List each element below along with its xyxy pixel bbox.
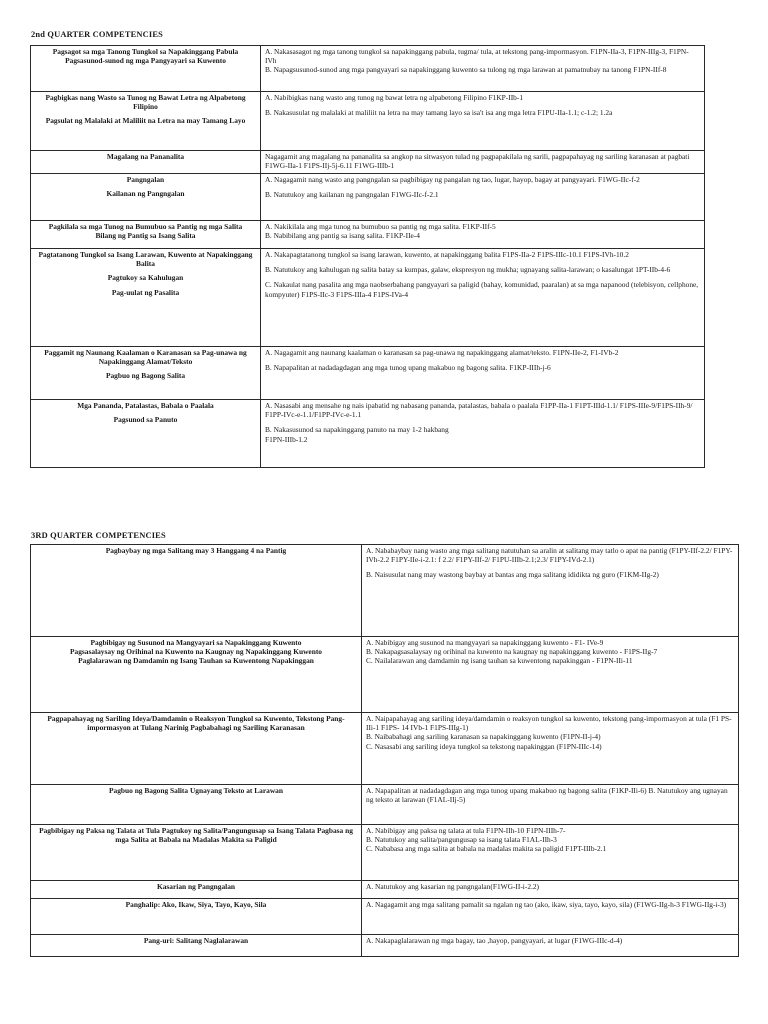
table-row [31, 174, 705, 221]
competency-text: Pagsasalaysay ng Orihinal na Kuwento na Kaugnay ng Napakinggang Kuwento [70, 647, 322, 657]
competency-text: Pagbuo ng Bagong Salita [105, 371, 186, 381]
competency-text: Pag-uulat ng Pasalita [111, 287, 180, 297]
competency-text: Kailanan ng Pangngalan [106, 189, 185, 199]
competency-cell [31, 174, 261, 221]
competency-cell [31, 46, 261, 92]
q2-section-title: 2nd QUARTER COMPETENCIES [31, 30, 164, 39]
table-row [31, 400, 705, 468]
description-cell [362, 881, 739, 899]
description-text: B. Natutukoy ang salita/pangungusap sa isang talata F1AL-IIh-3 [366, 835, 557, 845]
description-cell [362, 545, 739, 637]
description-text: A. Nababaybay nang wasto ang mga salitang natutuhan sa aralin at salitang may tatlo o apat na pantig (F1PY-IIf-2.2/ F1PY-IVh-2.2 F1PY-IIe-i-2.1: f 2.2/ F1PY-IIf-2/ F1PU-IIIb-2.1;2.3/ F1PY-IVd-2.1) [366, 546, 733, 565]
description-cell [362, 785, 739, 825]
competency-cell [31, 881, 362, 899]
competency-text: Panghalip: Ako, Ikaw, Siya, Tayo, Kayo, Sila [125, 900, 267, 909]
competency-text: Pagbuo ng Bagong Salita Ugnayang Teksto at Larawan [109, 786, 283, 795]
description-text: A. Naipapahayag ang sariling ideya/damdamin o reaksyon tungkol sa kuwento, tekstong pang-impormasyon at tula (F1 PS-IIi-1 F1PS- 14 IVb-1 F1PS-IIIg-1) [366, 714, 732, 733]
description-text: A. Nabibigkas nang wasto ang tunog ng bawat letra ng alpabetong Filipino F1KP-IIb-1 [265, 93, 524, 102]
description-text: C. Nababasa ang mga salita at babala na madalas makita sa paligid F1PT-IIIb-2.1 [366, 844, 607, 854]
competency-text: Pagbigkas nang Wasto sa Tunog ng Bawat Letra ng Alpabetong Filipino [45, 93, 246, 112]
table-row [31, 637, 739, 713]
description-text: A. Nakikilala ang mga tunog na bumubuo sa pantig ng mga salita. F1KP-IIf-5 [265, 222, 496, 231]
competency-text: Pagbibigay ng Paksa ng Talata at Tula Pagtukoy ng Salita/Pangungusap sa Isang Talata Pagbasa ng mga Salita at Babala na Madalas Makita sa Paligid [39, 826, 353, 845]
description-text: B. Nakasusunod sa napakinggang panuto na may 1-2 hakbang [265, 425, 449, 435]
description-text: A. Nagagamit nang wasto ang pangngalan sa pagbibigay ng pangalan ng tao, lugar, hayop, bagay at pangyayari. F1WG-IIc-f-2 [265, 175, 640, 184]
description-text: A. Nakapagtatanong tungkol sa isang larawan, kuwento, at napakinggang balita F1PS-IIa-2 F1PS-IIIc-10.1 F1PS-IVh-10.2 [265, 250, 629, 259]
competency-cell [31, 785, 362, 825]
description-text: F1PP-IVc-e-1.1/F1PP-IVc-e-1.1 [265, 410, 362, 420]
competency-text: Pagsasunod-sunod ng mga Pangyayari sa Kuwento [65, 56, 226, 66]
description-text: B. Napagsusunod-sunod ang mga pangyayari sa napakinggang kuwento sa tulong ng mga larawan at pamatnubay na tanong F1PN-IIf-8 [265, 65, 667, 75]
competency-cell [31, 935, 362, 957]
competency-text: Pagbibigay ng Susunod na Mangyayari sa Napakinggang Kuwento [90, 638, 302, 647]
competency-cell [31, 249, 261, 347]
description-text: B. Napapalitan at nadadagdagan ang mga tunog upang makabuo ng bagong salita. F1KP-IIIh-j-6 [265, 363, 551, 373]
competency-cell [31, 637, 362, 713]
description-cell [362, 713, 739, 785]
description-text: A. Nabibigay ang paksa ng talata at tula F1PN-IIh-10 F1PN-IIIh-7- [366, 826, 566, 835]
description-cell [261, 347, 705, 400]
table-row [31, 151, 705, 174]
description-text: B. Nakasusulat ng malalaki at maliliit na letra na may tamang layo sa isa't isa ang mga letra F1PU-IIa-1.1; c-1.2; 1.2a [265, 108, 613, 118]
competency-cell [31, 545, 362, 637]
description-text: B. Nabibilang ang pantig sa isang salita. F1KP-IIe-4 [265, 231, 420, 241]
description-text: B. Natutukoy ang kahulugan ng salita batay sa kumpas, galaw, ekspresyon ng mukha; ugnayang salita-larawan; o kasalungat 1PT-IIb-4-6 [265, 265, 671, 275]
competency-text: Pagsagot sa mga Tanong Tungkol sa Napakinggang Pabula [52, 47, 239, 56]
description-text: A. Nakasasagot ng mga tanong tungkol sa napakinggang pabula, tugma/ tula, at tekstong pang-impormasyon. F1PN-IIa-3, F1PN-IIIg-3, F1PN-IVh [265, 47, 689, 66]
description-cell [261, 92, 705, 151]
description-cell [362, 825, 739, 881]
competency-text: Paggamit ng Naunang Kaalaman o Karanasan sa Pag-unawa ng Napakinggang Alamat/Teksto [44, 348, 247, 367]
table-row [31, 92, 705, 151]
q3-section-title: 3RD QUARTER COMPETENCIES [31, 531, 166, 540]
table-row [31, 899, 739, 935]
competency-text: Bilang ng Pantig sa Isang Salita [95, 231, 196, 241]
table-row [31, 545, 739, 637]
description-text: A. Napapalitan at nadadagdagan ang mga tunog upang makabuo ng bagong salita (F1KP-IIi-6) B. Natutukoy ang ugnayan ng teksto at larawan (F1AL-IIj-5) [366, 786, 728, 805]
description-text: A. Nakapaglalarawan ng mga bagay, tao ,hayop, pangyayari, at lugar (F1WG-IIIc-d-4) [366, 936, 623, 945]
table-row [31, 249, 705, 347]
competency-text: Kasarian ng Pangngalan [156, 882, 236, 891]
table-row [31, 221, 705, 249]
description-text: C. Nakaulat nang pasalita ang mga naobserbahang pangyayari sa paligid (bahay, komunidad, paaralan) at sa mga napanood (telebisyon, cellphone, kompyuter) F1PS-IIc-3 F1PS-IIIa-4 F1PS-IVa-4 [265, 280, 699, 299]
competency-cell [31, 221, 261, 249]
description-text: A. Nagagamit ang naunang kaalaman o karanasan sa pag-unawa ng napakinggang alamat/teksto. F1PN-IIe-2, F1-IVb-2 [265, 348, 619, 357]
description-text: B. Naisusulat nang may wastong baybay at bantas ang mga salitang ididikta ng guro (F1KM-IIg-2) [366, 570, 659, 580]
description-text: B. Naibabahagi ang sariling karanasan sa napakinggang kuwento (F1PN-II-j-4) [366, 732, 601, 742]
description-cell [261, 174, 705, 221]
competency-text: Pang-uri: Salitang Naglalarawan [143, 936, 249, 945]
competency-text: Pagsunod sa Panuto [113, 415, 178, 425]
description-text: C. Nailalarawan ang damdamin ng isang tauhan sa kuwentong napakinggan - F1PN-IIi-11 [366, 656, 633, 666]
description-text: A. Nagagamit ang mga salitang pamalit sa ngalan ng tao (ako, ikaw, siya, tayo, kayo, sila) (F1WG-IIg-h-3 F1WG-IIg-i-3) [366, 900, 727, 909]
competency-text: Pagsulat ng Malalaki at Maliliit na Letra na may Tamang Layo [45, 116, 246, 126]
q2-competencies-table [30, 45, 705, 468]
description-cell [362, 899, 739, 935]
competency-cell [31, 92, 261, 151]
competency-text: Mga Panandа, Patalastas, Babala o Paalala [77, 401, 214, 410]
description-cell [362, 935, 739, 957]
description-cell [362, 637, 739, 713]
table-row [31, 713, 739, 785]
description-text: B. Natutukoy ang kailanan ng pangngalan F1WG-IIc-f-2.1 [265, 190, 439, 200]
competency-cell [31, 713, 362, 785]
table-row [31, 825, 739, 881]
table-row [31, 347, 705, 400]
q3-competencies-table [30, 544, 739, 957]
description-text: F1PN-IIIb-1.2 [265, 434, 308, 444]
table-row [31, 935, 739, 957]
table-row [31, 46, 705, 92]
table-row [31, 785, 739, 825]
competency-cell [31, 400, 261, 468]
description-cell [261, 46, 705, 92]
description-cell [261, 249, 705, 347]
competency-text: Pagbaybay ng mga Salitang may 3 Hanggang 4 na Pantig [105, 546, 287, 555]
description-text: A. Nabibigay ang susunod na mangyayari sa napakinggang kuwento - F1- IVe-9 [366, 638, 604, 647]
description-text: A. Nasasabi ang mensahe ng nais ipabatid ng nabasang panandа, patalastas, babala o paalala F1PP-IIa-1 F1PT-IIId-1.1/ F1PS-IIIe-9/F1PS-IIh-9/ [265, 401, 693, 410]
description-cell [261, 221, 705, 249]
description-cell [261, 151, 705, 174]
description-text: B. Nakapagsasalaysay ng orihinal na kuwento na kaugnay ng napakinggang kuwento - F1PS-IIg-7 [366, 647, 658, 657]
competency-cell [31, 347, 261, 400]
table-row [31, 881, 739, 899]
competency-text: Pagpapahayag ng Sariling Ideya/Damdamin o Reaksyon Tungkol sa Kuwento, Tekstong Pang-impormasyon at Tulang Narinig Pagbabahagi ng Sariling Karanasan [47, 714, 345, 733]
competency-text: Pagtatanong Tungkol sa Isang Larawan, Kuwento at Napakinggang Balita [38, 250, 253, 269]
competency-cell [31, 825, 362, 881]
competency-cell [31, 899, 362, 935]
competency-text: Pagtukoy sa Kahulugan [107, 273, 184, 283]
description-text: C. Nasasabi ang sariling ideya tungkol sa tekstong napakinggan (F1PN-IIIc-14) [366, 741, 602, 751]
competency-text: Paglalarawan ng Damdamin ng Isang Tauhan sa Kuwentong Napakinggan [78, 656, 314, 666]
competency-text: Magalang na Pananalita [106, 152, 185, 161]
description-text: Nagagamit ang magalang na pananalita sa angkop na sitwasyon tulad ng pagpapakilala ng sarili, pagpapahayag ng sariling karanasan at pagbati F1WG-IIa-1 F1PS-IIj-5j-6.11 F1WG-IIIb-1 [265, 152, 690, 171]
description-text: A. Natutukoy ang kasarian ng pangngalan(F1WG-II-i-2.2) [366, 882, 540, 891]
competency-text: Pagkilala sa mga Tunog na Bumubuo sa Pantig ng mga Salita [48, 222, 243, 231]
competency-text: Pangngalan [126, 175, 165, 184]
description-cell [261, 400, 705, 468]
competency-cell [31, 151, 261, 174]
